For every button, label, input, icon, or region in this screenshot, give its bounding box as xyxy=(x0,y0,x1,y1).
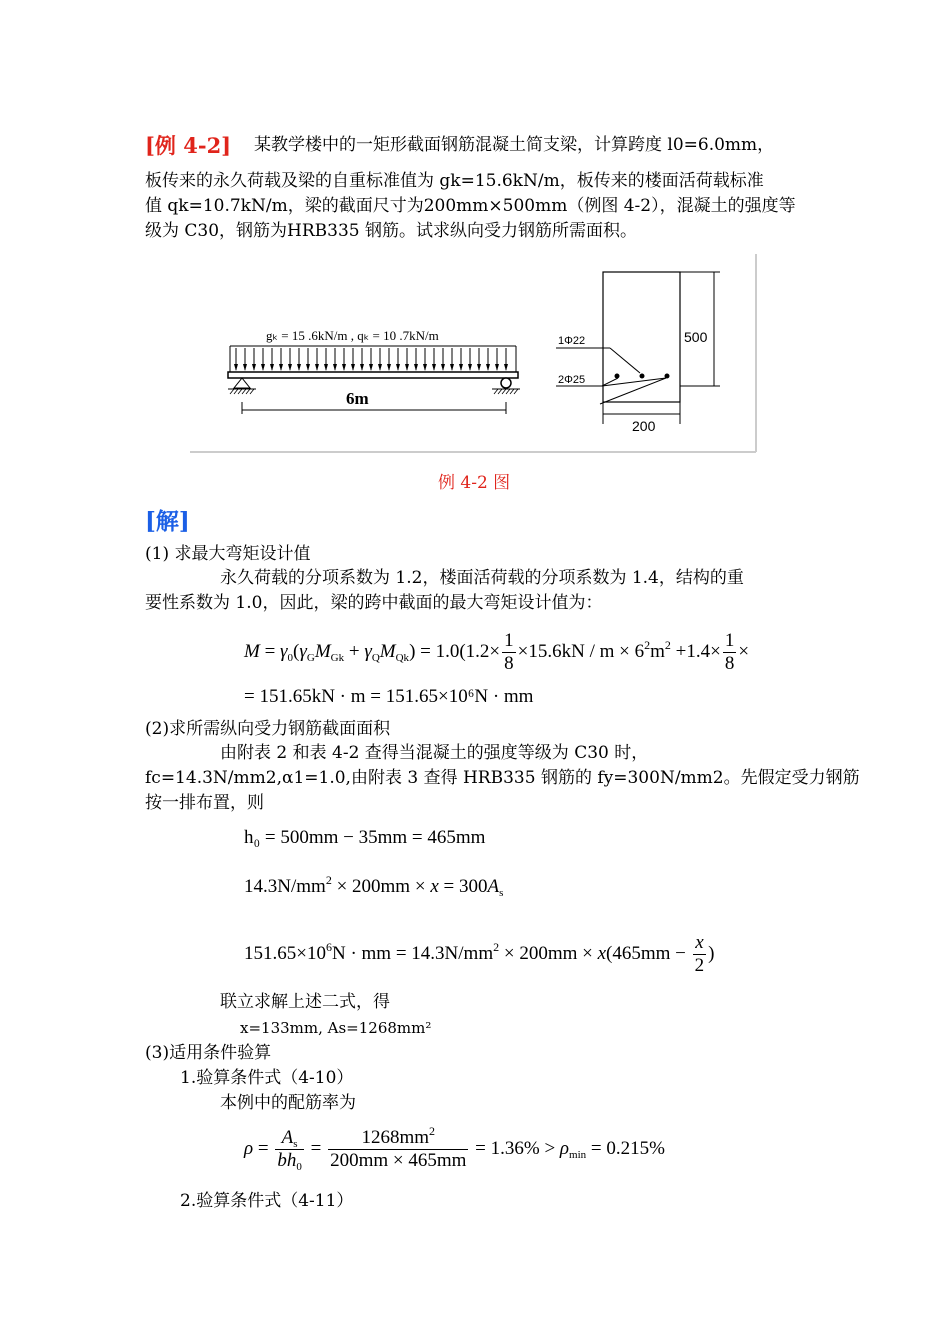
step2-text-3: 按一排布置，则 xyxy=(145,793,264,813)
beam xyxy=(228,372,518,378)
step2-text-2: fc=14.3N/mm2,α1=1.0,由附表 3 查得 HRB335 钢筋的 fy=300N/mm2。先假定受力钢筋 xyxy=(145,768,860,788)
force-balance-equation: $14.3N/mm^2 \times 200mm \times x = 300A_s$ xyxy=(244,873,504,899)
pin-support-icon xyxy=(228,378,256,394)
load-arrowhead xyxy=(477,364,481,371)
distributed-load xyxy=(230,346,516,372)
example-tag: [例 4-2] xyxy=(145,133,232,158)
load-arrowhead xyxy=(342,364,346,371)
check1-title: 1.验算条件式（4-10） xyxy=(180,1068,354,1088)
solution-tag: [解] xyxy=(145,508,190,535)
load-arrowhead xyxy=(369,364,373,371)
load-arrowhead xyxy=(396,364,400,371)
load-arrowhead xyxy=(252,364,256,371)
example-line-1: 某教学楼中的一矩形截面钢筋混凝土简支梁，计算跨度 l0=6.0mm， xyxy=(254,135,775,155)
step1-text-2: 要性系数为 1.0，因此，梁的跨中截面的最大弯矩设计值为： xyxy=(145,593,603,613)
rebar-dot xyxy=(615,374,620,379)
load-arrowhead xyxy=(360,364,364,371)
load-arrowhead xyxy=(270,364,274,371)
load-arrowhead xyxy=(504,364,508,371)
load-label: gₖ = 15 .6kN/m , qₖ = 10 .7kN/m xyxy=(266,328,439,343)
load-arrowhead xyxy=(432,364,436,371)
solve-result: x=133mm, As=1268mm² xyxy=(240,1019,432,1037)
step3-title: (3)适用条件验算 xyxy=(145,1043,272,1063)
width-label: 200 xyxy=(632,418,656,434)
load-arrowhead xyxy=(279,364,283,371)
rebar-dot xyxy=(640,374,645,379)
load-arrowhead xyxy=(441,364,445,371)
load-arrowhead xyxy=(495,364,499,371)
cross-section xyxy=(556,272,720,434)
example-line-4: 级为 C30，钢筋为HRB335 钢筋。试求纵向受力钢筋所需面积。 xyxy=(145,221,638,241)
load-arrowhead xyxy=(468,364,472,371)
example-line-3: 值 qk=10.7kN/m，梁的截面尺寸为200mm×500mm（例图 4-2），混凝土的强度等 xyxy=(145,196,796,216)
load-arrowhead xyxy=(423,364,427,371)
example-line-2: 板传来的永久荷载及梁的自重标准值为 gk=15.6kN/m，板传来的楼面活荷载标准 xyxy=(145,171,764,191)
load-arrowhead xyxy=(486,364,490,371)
solve-text: 联立求解上述二式，得 xyxy=(220,992,390,1012)
step1-text-1: 永久荷载的分项系数为 1.2，楼面活荷载的分项系数为 1.4，结构的重 xyxy=(220,568,744,588)
bar-bottom-label: 2Φ25 xyxy=(558,374,586,386)
load-arrowhead xyxy=(414,364,418,371)
load-arrowhead xyxy=(324,364,328,371)
step2-text-1: 由附表 2 和表 4-2 查得当混凝土的强度等级为 C30 时， xyxy=(220,743,649,763)
load-arrowhead xyxy=(288,364,292,371)
h0-equation: h₀ = 500mm − 35mm = 465mm xyxy=(244,827,486,848)
load-arrowhead xyxy=(450,364,454,371)
beam-figure xyxy=(190,254,758,454)
load-arrowhead xyxy=(387,364,391,371)
moment-result: = 151.65kN · m = 151.65×10⁶N · mm xyxy=(244,686,534,707)
roller-support-icon xyxy=(492,378,520,394)
beam-diagram-svg xyxy=(190,254,758,454)
moment-balance-equation: $151.65\times 10^6N$ · mm = $14.3N/mm^2 \times 200mm \times x(465mm$ − $\frac{x}{2}$ ) xyxy=(244,932,715,976)
check1-text: 本例中的配筋率为 xyxy=(220,1093,356,1113)
reinforcement-ratio-equation: ρ = $\frac{A_s}{bh_0}$ = $\frac{1268mm^2}{200mm \times 465mm}$ = $1.36\% > \rho_{min} = 0.215\%$ xyxy=(244,1124,665,1173)
step1-title: (1) 求最大弯矩设计值 xyxy=(145,544,311,564)
load-arrowhead xyxy=(243,364,247,371)
load-arrowhead xyxy=(297,364,301,371)
load-arrowhead xyxy=(351,364,355,371)
load-arrowhead xyxy=(315,364,319,371)
step2-title: (2)求所需纵向受力钢筋截面面积 xyxy=(145,719,391,739)
load-arrowhead xyxy=(459,364,463,371)
load-arrowhead xyxy=(378,364,382,371)
bar-top-label: 1Φ22 xyxy=(558,335,586,347)
figure-caption: 例 4-2 图 xyxy=(438,473,511,493)
load-arrowhead xyxy=(333,364,337,371)
check2-title: 2.验算条件式（4-11） xyxy=(180,1191,354,1211)
load-arrowhead xyxy=(261,364,265,371)
height-label: 500 xyxy=(684,329,708,345)
load-arrowhead xyxy=(405,364,409,371)
load-arrowhead xyxy=(306,364,310,371)
moment-equation: $M = \gamma_0(\gamma_GM_{Gk} + \gamma_QM_{Qk}) = 1.0(1.2\times$ $\frac{1}{8}$ $\times 15.6kN / m \times 6^2m^2 +1.4\times$ $\frac{1}{8}$ × xyxy=(244,630,750,674)
span-label: 6m xyxy=(346,389,369,408)
load-arrowhead xyxy=(234,364,238,371)
